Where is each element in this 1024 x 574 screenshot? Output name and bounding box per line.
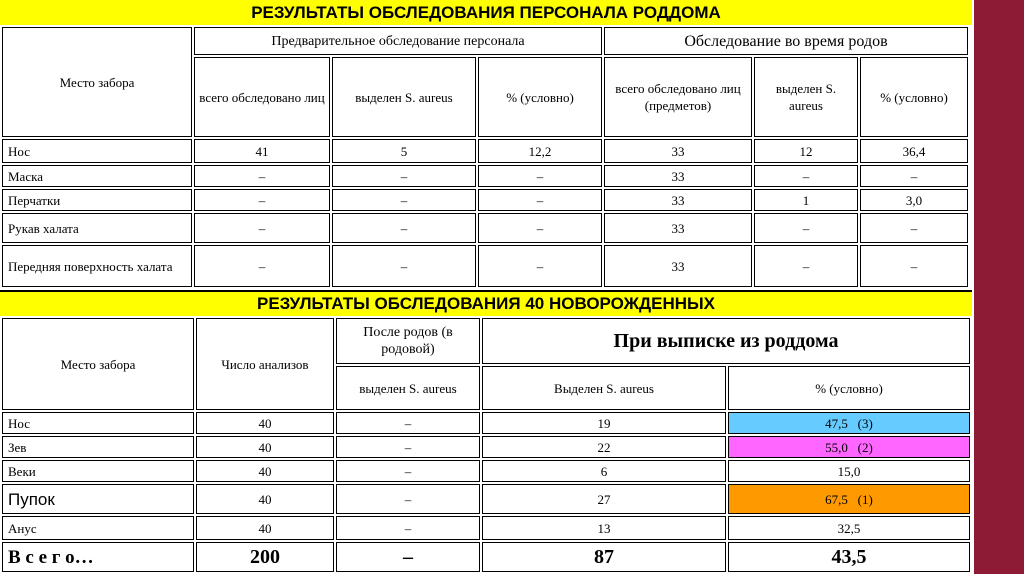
top-row-cell: –	[860, 245, 968, 287]
bottom-row-percent: 67,5 (1)	[728, 484, 970, 514]
bottom-row-discharge: 19	[482, 412, 726, 434]
after-birth-header: После родов (в родовой)	[336, 318, 480, 364]
top-row-cell: –	[478, 165, 602, 187]
bottom-row-after: –	[336, 412, 480, 434]
total-count: 200	[196, 542, 334, 572]
top-row-cell: 33	[604, 165, 752, 187]
top-row-cell: 33	[604, 213, 752, 243]
top-row-cell: –	[860, 213, 968, 243]
top-sub-header-2: выделен S. aureus	[332, 57, 476, 137]
top-row-cell: 33	[604, 189, 752, 211]
bottom-row-discharge: 6	[482, 460, 726, 482]
total-label: В с е г о…	[2, 542, 194, 572]
bottom-row-place: Анус	[2, 516, 194, 540]
top-row-cell: –	[194, 213, 330, 243]
bottom-row-count: 40	[196, 460, 334, 482]
total-percent: 43,5	[728, 542, 970, 572]
top-row-cell: –	[194, 245, 330, 287]
top-row-cell: –	[194, 189, 330, 211]
discharge-aureus-header: Выделен S. aureus	[482, 366, 726, 410]
bottom-place-header: Место забора	[2, 318, 194, 410]
bottom-row-discharge: 22	[482, 436, 726, 458]
top-row-place: Нос	[2, 139, 192, 163]
top-row-cell: 3,0	[860, 189, 968, 211]
top-row-cell: 1	[754, 189, 858, 211]
top-row-place: Перчатки	[2, 189, 192, 211]
top-sub-header-6: % (условно)	[860, 57, 968, 137]
bottom-row-discharge: 13	[482, 516, 726, 540]
top-row-place: Маска	[2, 165, 192, 187]
top-row-cell: –	[478, 189, 602, 211]
side-decoration-bar	[974, 0, 1024, 574]
bottom-row-percent: 47,5 (3)	[728, 412, 970, 434]
top-row-cell: –	[332, 189, 476, 211]
top-row-cell: –	[478, 213, 602, 243]
top-row-cell: 41	[194, 139, 330, 163]
top-sub-header-4: всего обследовано лиц (предметов)	[604, 57, 752, 137]
bottom-row-after: –	[336, 460, 480, 482]
bottom-row-count: 40	[196, 436, 334, 458]
bottom-row-place: Пупок	[2, 484, 194, 514]
top-row-cell: –	[194, 165, 330, 187]
total-after: –	[336, 542, 480, 572]
analysis-count-header: Число анализов	[196, 318, 334, 410]
top-place-header: Место забора	[2, 27, 192, 137]
bottom-row-count: 40	[196, 412, 334, 434]
bottom-row-after: –	[336, 484, 480, 514]
bottom-row-place: Зев	[2, 436, 194, 458]
bottom-row-percent: 55,0 (2)	[728, 436, 970, 458]
newborn-results-title: РЕЗУЛЬТАТЫ ОБСЛЕДОВАНИЯ 40 НОВОРОЖДЕННЫХ	[0, 290, 972, 316]
top-row-cell: –	[754, 165, 858, 187]
prelim-exam-header: Предварительное обследование персонала	[194, 27, 602, 55]
top-row-cell: 12	[754, 139, 858, 163]
top-row-place: Рукав халата	[2, 213, 192, 243]
bottom-row-after: –	[336, 436, 480, 458]
staff-results-title: РЕЗУЛЬТАТЫ ОБСЛЕДОВАНИЯ ПЕРСОНАЛА РОДДОМА	[0, 0, 972, 25]
discharge-header: При выписке из роддома	[482, 318, 970, 364]
top-sub-header-3: % (условно)	[478, 57, 602, 137]
top-sub-header-1: всего обследовано лиц	[194, 57, 330, 137]
top-row-cell: –	[332, 213, 476, 243]
during-birth-header: Обследование во время родов	[604, 27, 968, 55]
after-birth-sub-header: выделен S. aureus	[336, 366, 480, 410]
bottom-row-place: Веки	[2, 460, 194, 482]
bottom-row-percent: 32,5	[728, 516, 970, 540]
top-row-cell: –	[332, 245, 476, 287]
top-row-cell: 5	[332, 139, 476, 163]
top-sub-header-5: выделен S. aureus	[754, 57, 858, 137]
discharge-percent-header: % (условно)	[728, 366, 970, 410]
top-row-cell: 33	[604, 245, 752, 287]
bottom-row-place: Нос	[2, 412, 194, 434]
top-row-cell: 33	[604, 139, 752, 163]
top-row-cell: 12,2	[478, 139, 602, 163]
bottom-row-discharge: 27	[482, 484, 726, 514]
top-row-cell: 36,4	[860, 139, 968, 163]
top-row-cell: –	[860, 165, 968, 187]
top-row-place: Передняя поверхность халата	[2, 245, 192, 287]
top-row-cell: –	[478, 245, 602, 287]
bottom-row-count: 40	[196, 516, 334, 540]
bottom-row-percent: 15,0	[728, 460, 970, 482]
top-row-cell: –	[754, 245, 858, 287]
bottom-row-after: –	[336, 516, 480, 540]
top-row-cell: –	[332, 165, 476, 187]
bottom-row-count: 40	[196, 484, 334, 514]
top-row-cell: –	[754, 213, 858, 243]
total-discharge: 87	[482, 542, 726, 572]
